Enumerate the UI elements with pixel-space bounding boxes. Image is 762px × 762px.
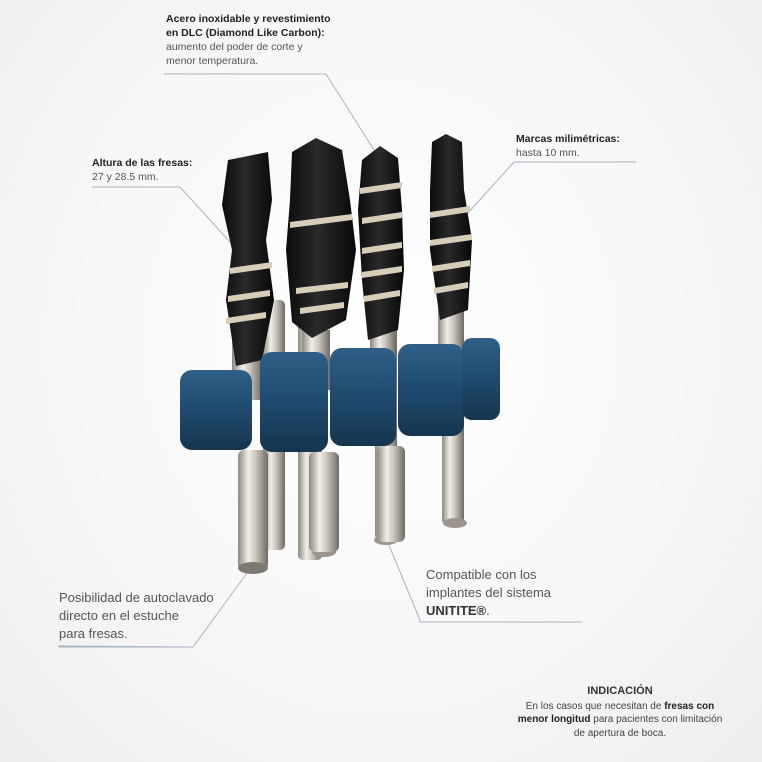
annotation-marcas	[516, 132, 676, 160]
indicacion-heading: INDICACIÓN	[587, 685, 653, 697]
leader-compatible-up	[388, 543, 420, 620]
indicacion-text-a: En los casos que necesitan de	[525, 700, 665, 712]
compatible-line-1: Compatible con los	[426, 567, 537, 582]
acero-title-2: en DLC (Diamond Like Carbon):	[166, 27, 325, 39]
leader-altura	[92, 187, 230, 242]
autoclavado-line-2: directo en el estuche	[59, 608, 179, 623]
altura-title: Altura de las fresas:	[92, 157, 193, 169]
drill-4	[430, 134, 472, 360]
acero-title-1: Acero inoxidable y revestimiento	[166, 13, 331, 25]
marcas-body: hasta 10 mm.	[516, 147, 580, 159]
compatible-brand: UNITITE®	[426, 603, 487, 618]
compatible-line-2: implantes del sistema	[426, 585, 551, 600]
annotation-acero	[166, 12, 366, 68]
annotation-autoclavado	[59, 589, 249, 643]
compatible-period: .	[486, 603, 490, 618]
leader-acero	[164, 74, 374, 150]
leader-compatible	[420, 620, 582, 622]
autoclavado-line-3: para fresas.	[59, 626, 128, 641]
indicacion-text-b: para pacientes con limitación	[590, 714, 723, 725]
indicacion-text-c: de apertura de boca.	[573, 727, 667, 739]
holder-blocks	[180, 338, 500, 452]
annotation-compatible	[426, 566, 606, 620]
acero-body-1: aumento del poder de corte y	[166, 41, 303, 53]
leader-marcas	[468, 162, 636, 213]
annotation-altura	[92, 156, 232, 184]
annotation-indicacion	[510, 685, 730, 740]
altura-body: 27 y 28.5 mm.	[92, 171, 159, 183]
indicacion-bold-a: fresas con	[664, 700, 715, 712]
indicacion-bold-b: menor longitud	[517, 714, 591, 725]
autoclavado-line-1: Posibilidad de autoclavado	[59, 590, 214, 605]
drill-3	[358, 146, 404, 380]
marcas-title: Marcas milimétricas:	[516, 133, 620, 145]
acero-body-2: menor temperatura.	[166, 55, 259, 67]
